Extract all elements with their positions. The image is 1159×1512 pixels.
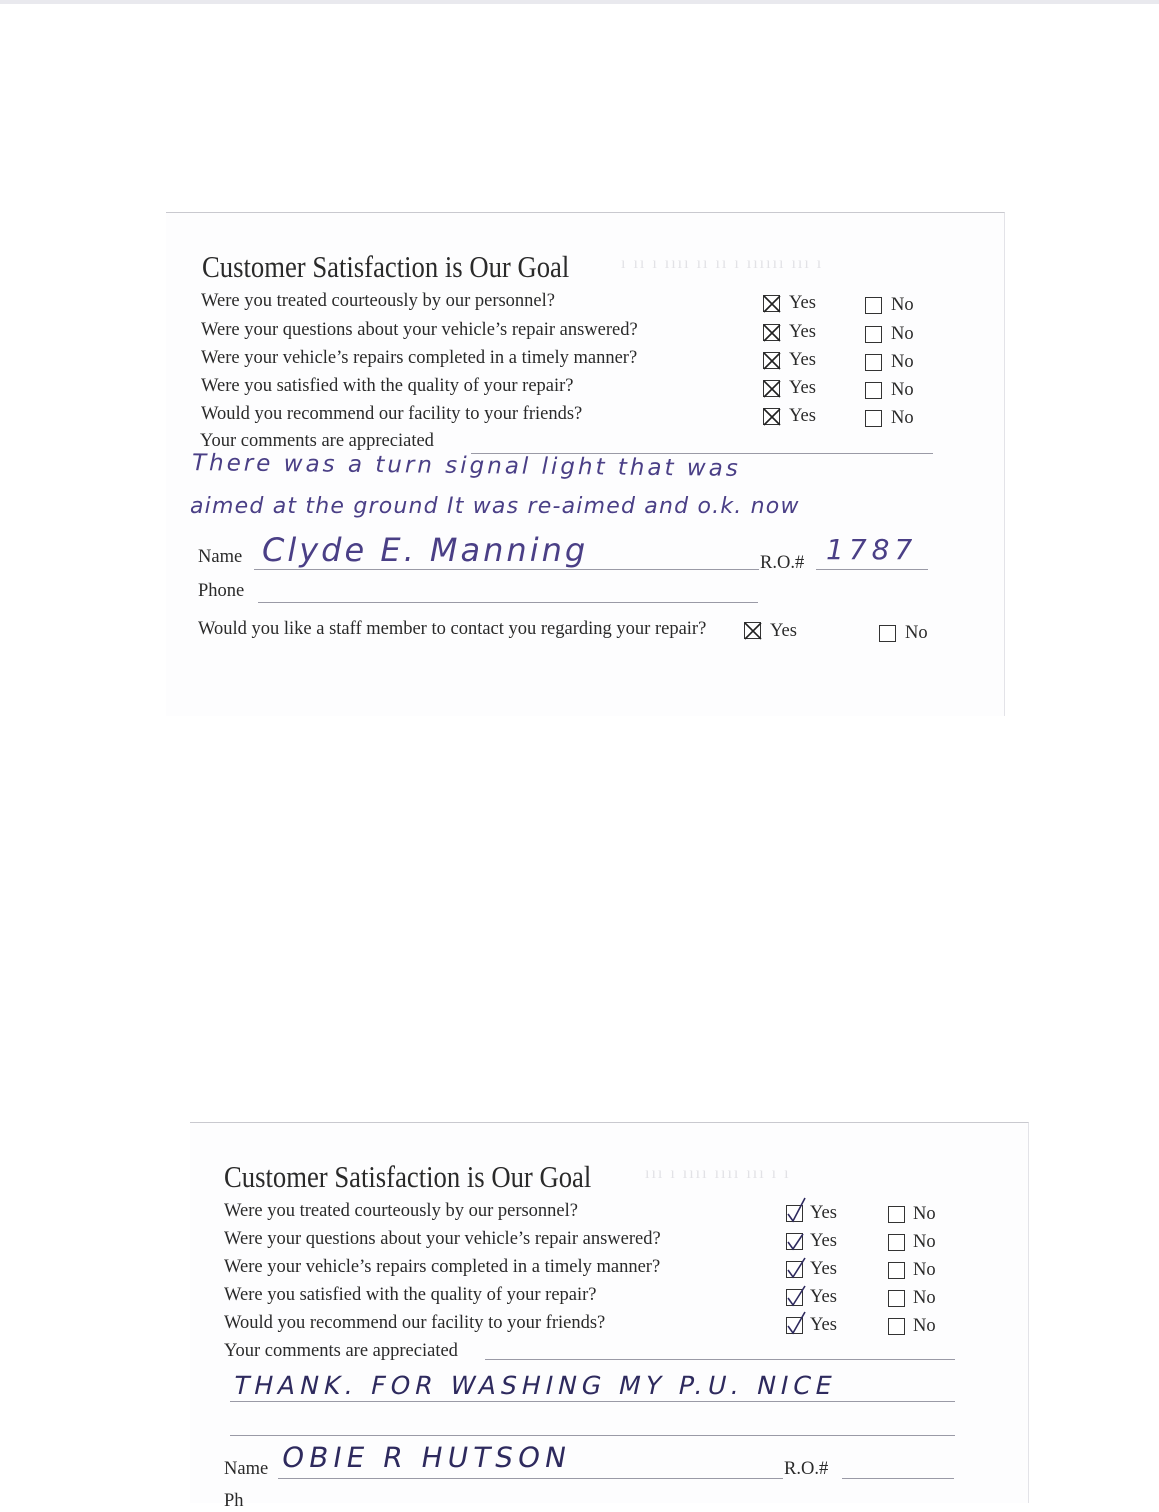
no-checkbox[interactable] <box>888 1206 905 1223</box>
yes-checkbox[interactable] <box>763 352 780 369</box>
yes-label: Yes <box>810 1259 837 1279</box>
comment-handwriting[interactable]: THANK. FOR WASHING MY P.U. NICE <box>230 1371 840 1400</box>
question-row <box>190 1285 1028 1313</box>
card-title: Customer Satisfaction is Our Goal <box>224 1159 592 1194</box>
survey-card-2 <box>190 1122 1029 1511</box>
yes-checkbox[interactable] <box>786 1233 803 1250</box>
question-row <box>166 376 1004 404</box>
yes-checkbox[interactable] <box>786 1289 803 1306</box>
question-text: Were your vehicle’s repairs completed in a timely manner? <box>224 1257 661 1277</box>
no-checkbox[interactable] <box>888 1318 905 1335</box>
question-text: Were you treated courteously by our personnel? <box>224 1201 578 1221</box>
comment-handwriting[interactable]: aimed at the ground It was re-aimed and o.k. now <box>190 494 800 519</box>
tick-marks: ııı ı ıııı ıııı ııı ı ı <box>645 1165 791 1182</box>
comments-label: Your comments are appreciated <box>200 431 434 451</box>
ro-line <box>842 1478 954 1479</box>
no-label: No <box>891 408 914 428</box>
no-checkbox[interactable] <box>865 297 882 314</box>
no-checkbox[interactable] <box>865 382 882 399</box>
comments-label: Your comments are appreciated <box>224 1341 458 1361</box>
question-row <box>166 291 1004 319</box>
question-row <box>190 1257 1028 1285</box>
yes-checkbox[interactable] <box>763 380 780 397</box>
question-text: Would you recommend our facility to your friends? <box>201 404 583 424</box>
contact-question: Would you like a staff member to contact you regarding your repair? <box>198 619 707 639</box>
ro-label: R.O.# <box>760 553 805 573</box>
yes-checkbox[interactable] <box>786 1261 803 1278</box>
yes-label: Yes <box>789 378 816 398</box>
comments-line <box>230 1435 955 1436</box>
question-row <box>190 1201 1028 1229</box>
ro-label: R.O.# <box>784 1459 829 1479</box>
no-checkbox[interactable] <box>865 326 882 343</box>
comments-line <box>230 1401 955 1402</box>
contact-no-label: No <box>905 623 928 643</box>
contact-yes-checkbox[interactable] <box>744 622 761 639</box>
question-text: Would you recommend our facility to your friends? <box>224 1313 606 1333</box>
tick-marks: ı ıı ı ıııı ıı ıı ı ıııııı ııı ı <box>621 255 824 272</box>
yes-label: Yes <box>810 1231 837 1251</box>
no-checkbox[interactable] <box>865 410 882 427</box>
no-label: No <box>891 295 914 315</box>
no-label: No <box>891 324 914 344</box>
yes-label: Yes <box>810 1287 837 1307</box>
question-row <box>190 1313 1028 1341</box>
question-row <box>166 320 1004 348</box>
no-label: No <box>913 1288 936 1308</box>
name-label: Name <box>198 547 243 567</box>
question-text: Were your questions about your vehicle’s repair answered? <box>201 320 638 340</box>
card-title: Customer Satisfaction is Our Goal <box>202 249 570 284</box>
contact-yes-label: Yes <box>770 621 797 641</box>
no-checkbox[interactable] <box>888 1262 905 1279</box>
scan-top-edge <box>0 0 1159 4</box>
no-checkbox[interactable] <box>865 354 882 371</box>
question-text: Were you treated courteously by our personnel? <box>201 291 555 311</box>
yes-label: Yes <box>810 1315 837 1335</box>
name-line <box>254 569 759 570</box>
ro-number-handwriting[interactable]: 1787 <box>826 533 918 566</box>
question-row <box>166 348 1004 376</box>
phone-line <box>258 602 758 603</box>
yes-label: Yes <box>789 406 816 426</box>
customer-name-handwriting[interactable]: Clyde E. Manning <box>262 531 589 569</box>
no-label: No <box>913 1316 936 1336</box>
customer-name-handwriting[interactable]: OBIE R HUTSON <box>279 1441 574 1474</box>
no-label: No <box>913 1232 936 1252</box>
question-row <box>166 404 1004 432</box>
yes-checkbox[interactable] <box>763 408 780 425</box>
question-text: Were your questions about your vehicle’s repair answered? <box>224 1229 661 1249</box>
yes-label: Yes <box>789 350 816 370</box>
yes-checkbox[interactable] <box>786 1317 803 1334</box>
question-text: Were you satisfied with the quality of your repair? <box>224 1285 597 1305</box>
phone-label: Ph <box>224 1491 244 1511</box>
ro-line <box>816 569 928 570</box>
question-text: Were you satisfied with the quality of your repair? <box>201 376 574 396</box>
comments-line <box>485 1359 955 1360</box>
no-checkbox[interactable] <box>888 1234 905 1251</box>
no-label: No <box>913 1260 936 1280</box>
yes-checkbox[interactable] <box>786 1205 803 1222</box>
name-label: Name <box>224 1459 269 1479</box>
no-label: No <box>891 380 914 400</box>
question-row <box>190 1229 1028 1257</box>
yes-label: Yes <box>810 1203 837 1223</box>
yes-checkbox[interactable] <box>763 295 780 312</box>
comment-handwriting[interactable]: There was a turn signal light that was <box>191 450 741 482</box>
yes-label: Yes <box>789 322 816 342</box>
yes-checkbox[interactable] <box>763 324 780 341</box>
no-checkbox[interactable] <box>888 1290 905 1307</box>
yes-label: Yes <box>789 293 816 313</box>
phone-label: Phone <box>198 581 245 601</box>
survey-card-1 <box>166 212 1005 716</box>
name-line <box>278 1478 783 1479</box>
no-label: No <box>913 1204 936 1224</box>
question-text: Were your vehicle’s repairs completed in a timely manner? <box>201 348 638 368</box>
no-label: No <box>891 352 914 372</box>
contact-no-checkbox[interactable] <box>879 625 896 642</box>
